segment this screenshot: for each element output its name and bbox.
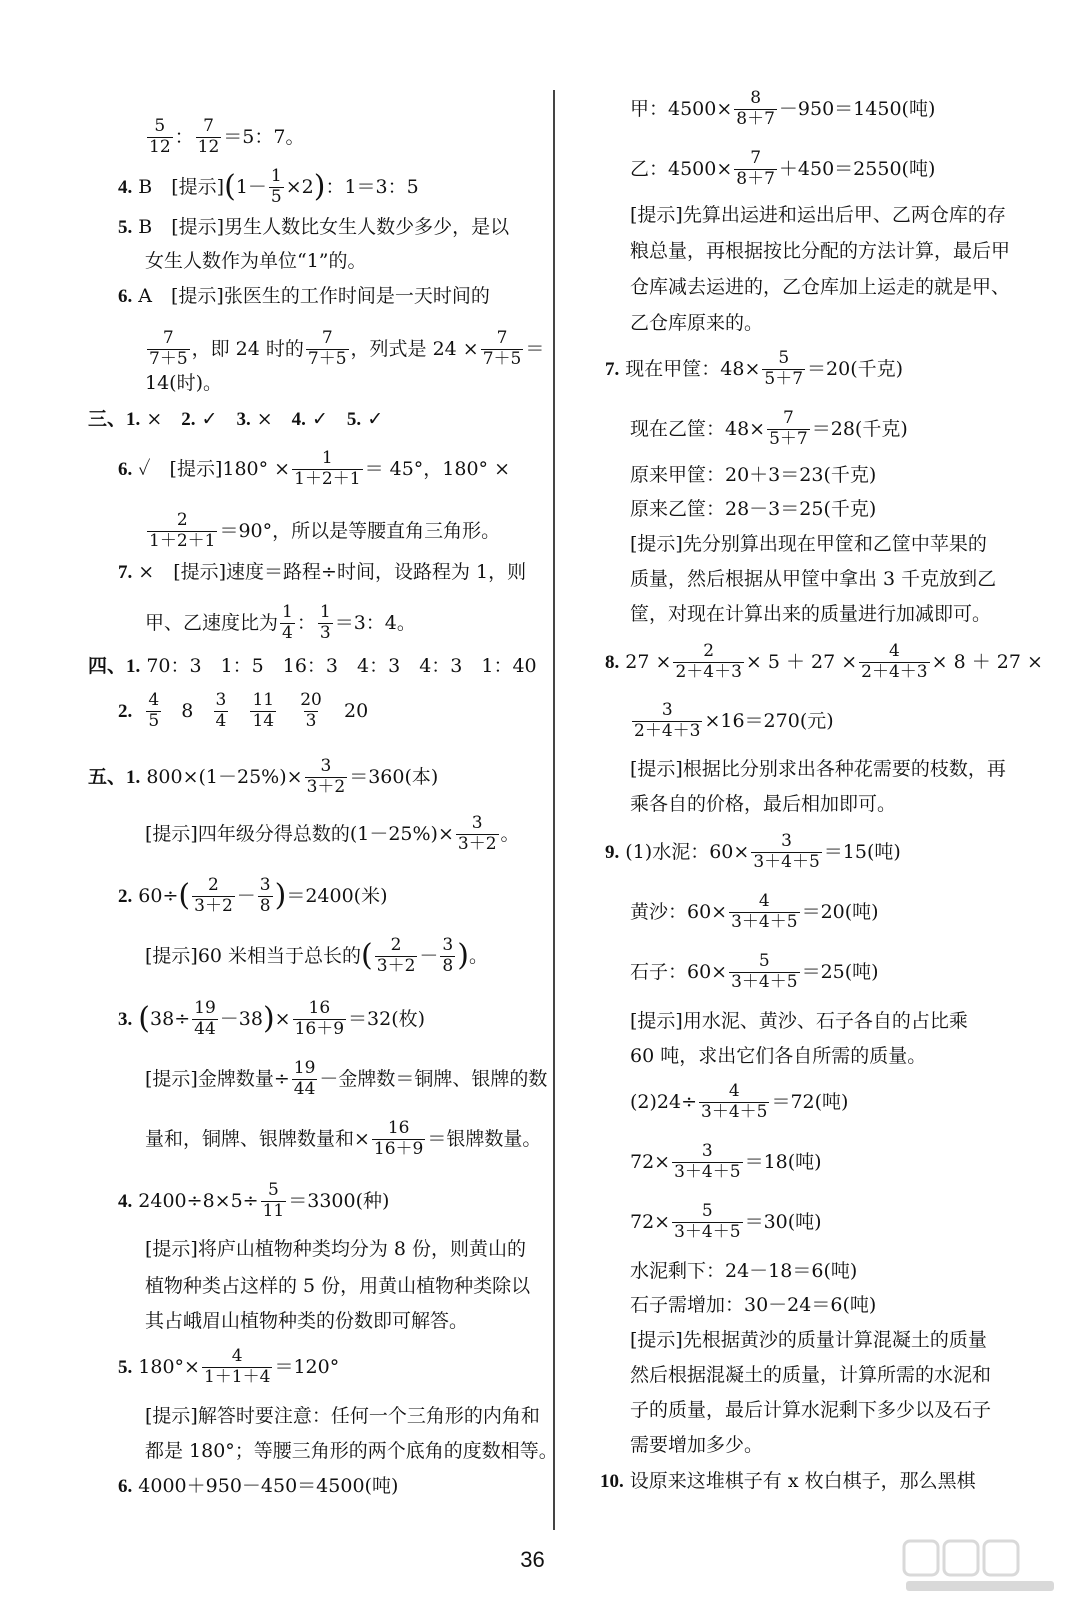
text-line: 原来甲筐：20＋3＝23(千克): [630, 464, 877, 486]
fraction: $\frac{3}{8}$: [259, 875, 271, 916]
fraction: $\frac{4}{3+4+5}$: [701, 1081, 768, 1122]
text-line: 乘各自的价格，最后相加即可。: [630, 793, 897, 815]
text-line: [提示]用水泥、黄沙、石子各自的占比乘: [630, 1010, 968, 1032]
answer-line: 9. (1)水泥：60× $\frac{3}{3+4+5}$ ＝15(吨): [605, 831, 901, 872]
answer-line: 2. 60÷ ( $\frac{2}{3+2}$ － $\frac{3}{8}$ ) ＝2400(米): [118, 875, 388, 916]
answer-line: 5. 180°× $\frac{4}{1+1+4}$ ＝120°: [118, 1346, 340, 1387]
fraction: $\frac{2}{3+2}$: [194, 875, 233, 916]
text-line: 都是 180°；等腰三角形的两个底角的度数相等。: [145, 1440, 558, 1462]
answer-line: 7. × [提示]速度＝路程÷时间，设路程为 1，则: [118, 561, 527, 583]
page-number: 36: [520, 1547, 545, 1572]
text-line: [提示]根据比分别求出各种花需要的枝数，再: [630, 758, 1006, 780]
text-line: 原来乙筐：28－3＝25(千克): [630, 498, 877, 520]
fraction: $\frac{3}{3+2}$: [457, 813, 497, 854]
answer-line: 五、1. 800×(1－25%)× $\frac{3}{3+2}$ ＝360(本): [88, 756, 439, 797]
line: 甲、乙速度比为 $\frac{1}{4}$ ： $\frac{1}{3}$ ＝3：4。: [145, 602, 416, 643]
fraction: $\frac{7}{12}$: [197, 116, 220, 157]
text-line: 女生人数作为单位“1”的。: [145, 250, 367, 272]
text-line: 然后根据混凝土的质量，计算所需的水泥和: [630, 1364, 992, 1386]
fraction: $\frac{19}{44}$: [194, 998, 216, 1039]
fraction: $\frac{1}{1+2+1}$: [294, 448, 361, 489]
fraction: $\frac{16}{16+9}$: [373, 1118, 424, 1159]
fraction: $\frac{3}{3+4+5}$: [674, 1141, 741, 1182]
fraction: $\frac{11}{14}$: [252, 690, 275, 731]
line: 量和，铜牌、银牌数量和× $\frac{16}{16+9}$ ＝银牌数量。: [145, 1118, 542, 1159]
fraction: $\frac{8}{8+7}$: [736, 88, 775, 129]
fraction: $\frac{5}{5+7}$: [764, 348, 804, 389]
text-line: 粮总量，再根据按比分配的方法计算，最后甲: [630, 240, 1011, 262]
answer-line: 5. B [提示]男生人数比女生人数少多少，是以: [118, 216, 510, 238]
fraction: $\frac{2}{2+4+3}$: [675, 641, 742, 682]
answer-line: 6. ✓ [提示]180° × $\frac{1}{1+2+1}$ ＝ 45°，180° ×: [118, 448, 511, 489]
fraction: $\frac{1}{3}$: [319, 602, 331, 643]
text-line: 子的质量，最后计算水泥剩下多少以及石子: [630, 1399, 992, 1421]
fraction: $\frac{7}{7+5}$: [149, 328, 188, 369]
line: $\frac{2}{1+2+1}$ ＝90°，所以是等腰直角三角形。: [149, 510, 501, 551]
fraction: $\frac{20}{3}$: [300, 690, 322, 731]
line: 甲：4500× $\frac{8}{8+7}$ －950＝1450(吨): [630, 88, 936, 129]
answer-line: 10. 设原来这堆棋子有 x 枚白棋子，那么黑棋: [600, 1470, 976, 1492]
line: 黄沙：60× $\frac{4}{3+4+5}$ ＝20(吨): [630, 891, 879, 932]
fraction: $\frac{7}{7+5}$: [482, 328, 522, 369]
text-line: 植物种类占这样的 5 份，用黄山植物种类除以: [145, 1275, 531, 1297]
answer-line: 8. 27 × $\frac{2}{2+4+3}$ × 5 ＋ 27 × $\frac{4}{2+4+3}$ × 8 ＋ 27 ×: [605, 641, 1043, 682]
text-line: 需要增加多少。: [630, 1434, 764, 1456]
answer-line: 7. 现在甲筐：48× $\frac{5}{5+7}$ ＝20(千克): [605, 348, 904, 389]
line: 72× $\frac{5}{3+4+5}$ ＝30(吨): [630, 1201, 822, 1242]
text-line: 60 吨，求出它们各自所需的质量。: [630, 1045, 927, 1067]
text-line: 乙仓库原来的。: [630, 312, 764, 334]
fraction: $\frac{5}{11}$: [262, 1180, 285, 1221]
fraction: $\frac{4}{5}$: [148, 690, 160, 731]
fraction: $\frac{1}{4}$: [282, 602, 293, 643]
text-line: 其占峨眉山植物种类的份数即可解答。: [145, 1310, 469, 1332]
fraction: $\frac{5}{12}$: [149, 116, 171, 157]
fraction: $\frac{19}{44}$: [293, 1058, 316, 1099]
fraction: $\frac{2}{1+2+1}$: [149, 510, 216, 551]
answer-line: 6. A [提示]张医生的工作时间是一天时间的: [118, 285, 490, 307]
line: 乙：4500× $\frac{7}{8+7}$ ＋450＝2550(吨): [630, 148, 936, 189]
fraction: $\frac{5}{3+4+5}$: [674, 1201, 741, 1242]
fraction: $\frac{3}{4}$: [215, 690, 227, 731]
fraction: $\frac{7}{5+7}$: [769, 408, 808, 449]
answer-line: 三、1. × 2. ✓ 3. × 4. ✓ 5. ✓: [88, 408, 384, 430]
answer-line: 四、1. 70：3 1：5 16：3 4：3 4：3 1：40: [88, 655, 537, 677]
watermark-logo: [900, 1535, 1060, 1595]
line: [提示]四年级分得总数的(1－25%)× $\frac{3}{3+2}$ 。: [145, 813, 520, 854]
fraction: $\frac{3}{3+4+5}$: [753, 831, 820, 872]
fraction: $\frac{2}{3+2}$: [376, 935, 416, 976]
fraction: $\frac{3}{8}$: [442, 935, 454, 976]
text-line: [提示]先分别算出现在甲筐和乙筐中苹果的: [630, 533, 987, 555]
line: 石子：60× $\frac{5}{3+4+5}$ ＝25(吨): [630, 951, 879, 992]
text-line: 质量，然后根据从甲筐中拿出 3 千克放到乙: [630, 568, 997, 590]
text-line: 水泥剩下：24－18＝6(吨): [630, 1260, 858, 1282]
line: $\frac{7}{7+5}$ ，即 24 时的 $\frac{7}{7+5}$ ，列式是 24 × $\frac{7}{7+5}$ ＝: [149, 328, 545, 369]
line: $\frac{5}{12}$ ： $\frac{7}{12}$ ＝5：7。: [149, 116, 305, 157]
fraction: $\frac{3}{3+2}$: [306, 756, 346, 797]
answer-line: 4. B [提示] ( 1－ $\frac{1}{5}$ ×2 ) ：1＝3：5: [118, 166, 419, 207]
line: [提示]金牌数量÷ $\frac{19}{44}$ －金牌数＝铜牌、银牌的数: [145, 1058, 548, 1099]
text-line: [提示]先根据黄沙的质量计算混凝土的质量: [630, 1329, 987, 1351]
fraction: $\frac{4}{1+1+4}$: [203, 1346, 271, 1387]
text-line: 石子需增加：30－24＝6(吨): [630, 1294, 877, 1316]
text-line: 仓库减去运进的，乙仓库加上运走的就是甲、: [630, 276, 1011, 298]
line: [提示]60 米相当于总长的 ( $\frac{2}{3+2}$ － $\frac{3}{8}$ ) 。: [145, 935, 488, 976]
answer-line: 4. 2400÷8×5÷ $\frac{5}{11}$ ＝3300(种): [118, 1180, 390, 1221]
fraction: $\frac{4}{3+4+5}$: [731, 891, 798, 932]
fraction: $\frac{7}{7+5}$: [307, 328, 347, 369]
line: $\frac{3}{2+4+3}$ ×16＝270(元): [634, 700, 834, 741]
text-line: [提示]解答时要注意：任何一个三角形的内角和: [145, 1405, 540, 1427]
text-line: [提示]先算出运进和运出后甲、乙两仓库的存: [630, 204, 1006, 226]
fraction: $\frac{5}{3+4+5}$: [731, 951, 798, 992]
column-divider: [553, 90, 555, 1530]
text-line: [提示]将庐山植物种类均分为 8 份，则黄山的: [145, 1238, 526, 1260]
line: 72× $\frac{3}{3+4+5}$ ＝18(吨): [630, 1141, 822, 1182]
answer-line: 2. $\frac{4}{5}$ 8 $\frac{3}{4}$ $\frac{11}{14}$ $\frac{20}{3}$ 20: [118, 690, 369, 731]
fraction: $\frac{7}{8+7}$: [736, 148, 775, 189]
text-line: 14(时)。: [145, 372, 223, 394]
text-line: 筐，对现在计算出来的质量进行加减即可。: [630, 603, 992, 625]
fraction: $\frac{1}{5}$: [270, 166, 282, 207]
line: (2)24÷ $\frac{4}{3+4+5}$ ＝72(吨): [630, 1081, 849, 1122]
answer-line: 6. 4000＋950－450＝4500(吨): [118, 1475, 399, 1497]
fraction: $\frac{4}{2+4+3}$: [861, 641, 928, 682]
line: 现在乙筐：48× $\frac{7}{5+7}$ ＝28(千克): [630, 408, 908, 449]
fraction: $\frac{3}{2+4+3}$: [634, 700, 701, 741]
fraction: $\frac{16}{16+9}$: [294, 998, 345, 1039]
answer-line: 3. ( 38÷ $\frac{19}{44}$ －38 ) × $\frac{16}{16+9}$ ＝32(枚): [118, 998, 426, 1039]
